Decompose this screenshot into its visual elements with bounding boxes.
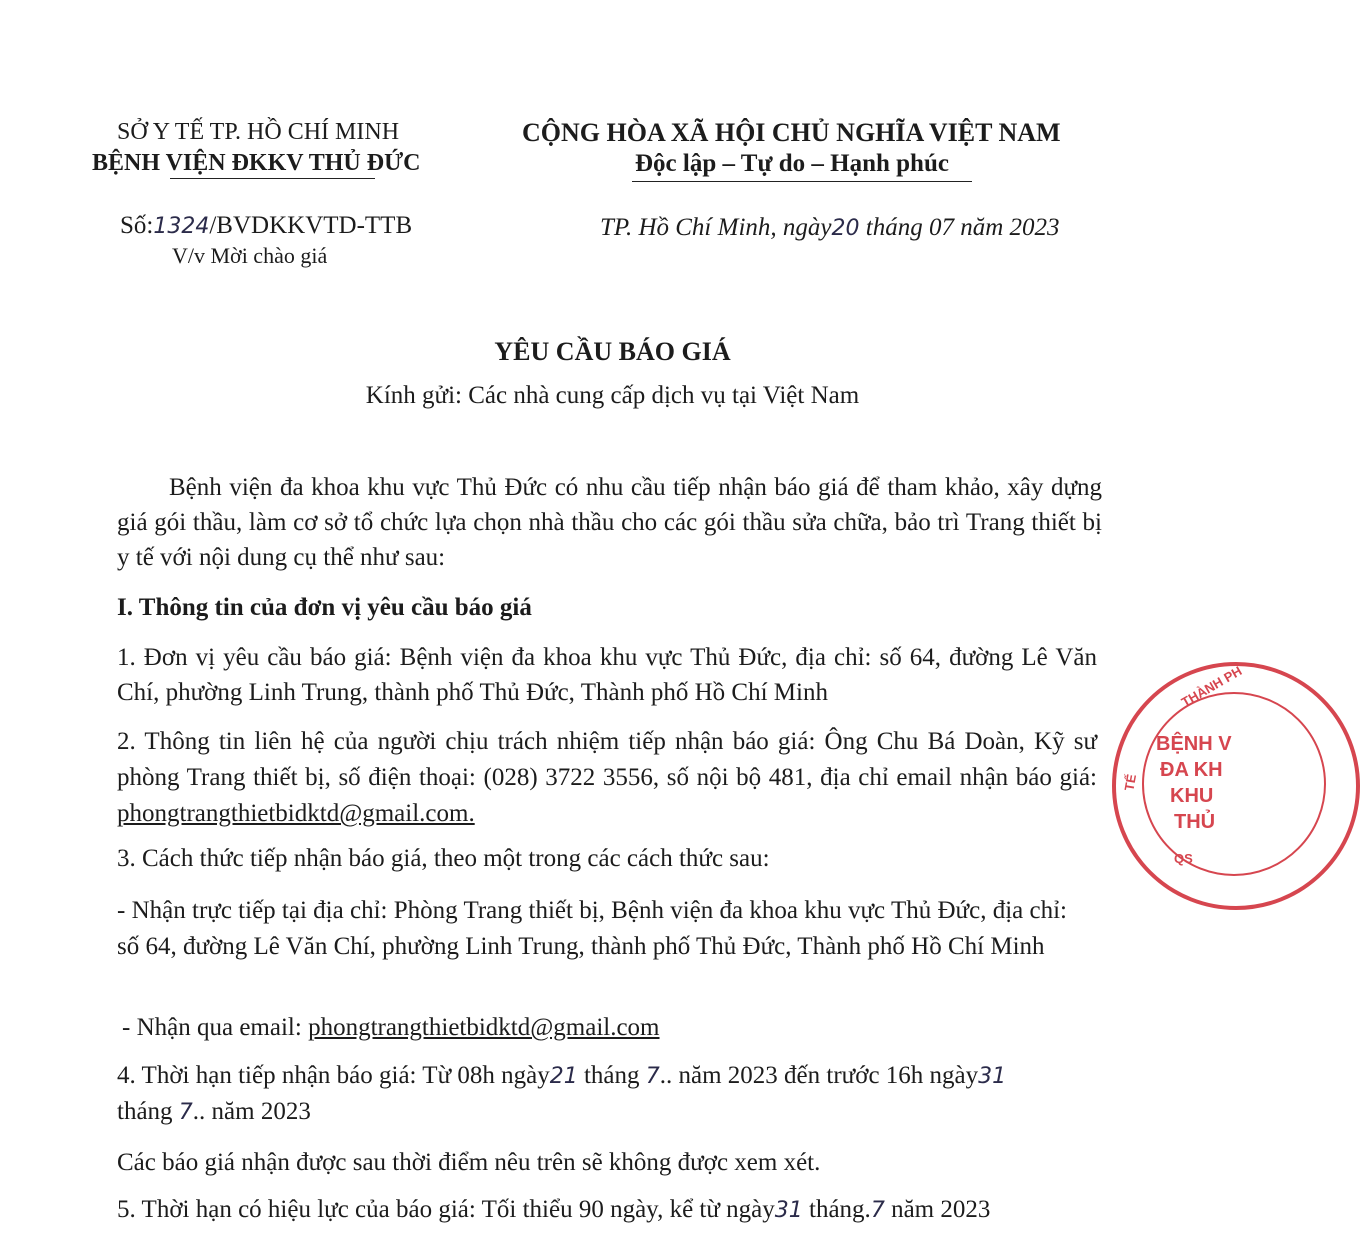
- issuing-authority: SỞ Y TẾ TP. HỒ CHÍ MINH: [117, 119, 400, 145]
- seal-line-4: THỦ: [1174, 811, 1216, 833]
- item-4-line-1: [117, 1060, 1006, 1093]
- item-4-start-month-handwritten: 7: [645, 1064, 660, 1089]
- item-2: [117, 724, 1097, 832]
- late-submission-note: Các báo giá nhận được sau thời điểm nêu trên sẽ không được xem xét.: [117, 1149, 821, 1176]
- seal-line-2: ĐA KH: [1160, 759, 1223, 781]
- date-suffix: tháng 07 năm 2023: [859, 214, 1060, 241]
- item-1: 1. Đơn vị yêu cầu báo giá: Bệnh viện đa khoa khu vực Thủ Đức, địa chỉ: số 64, đường Lê Văn Chí, phường Linh Trung, thành phố Thủ Đức, Thành phố Hồ Chí Minh: [117, 644, 1097, 706]
- issuing-hospital: BỆNH VIỆN ĐKKV THỦ ĐỨC: [92, 150, 421, 176]
- seal-line-1: BỆNH V: [1156, 733, 1232, 755]
- item-4-part-4: tháng: [117, 1098, 179, 1125]
- section-1-heading: I. Thông tin của đơn vị yêu cầu báo giá: [117, 594, 532, 621]
- seal-arc-left-text: TẾ: [1121, 773, 1140, 792]
- item-5-month-handwritten: 7: [870, 1198, 885, 1223]
- item-4-line-2: [117, 1096, 311, 1129]
- seal-line-3: KHU: [1170, 785, 1214, 807]
- hospital-underline: [170, 178, 375, 179]
- motto-underline: [632, 181, 972, 182]
- item-5-part-1: 5. Thời hạn có hiệu lực của báo giá: Tối thiểu 90 ngày, kể từ ngày: [117, 1196, 775, 1223]
- item-2-text: 2. Thông tin liên hệ của người chịu trách nhiệm tiếp nhận báo giá: Ông Chu Bá Doàn, Kỹ sư phòng Trang thiết bị, số điện thoại: (028) 3722 3556, số nội bộ 481, địa chỉ email nhận báo giá:: [117, 728, 1097, 791]
- item-2-email-link[interactable]: phongtrangthietbidktd@gmail.com.: [117, 800, 475, 827]
- item-5: [117, 1194, 990, 1227]
- document-number-suffix: /BVDKKVTD-TTB: [209, 212, 413, 239]
- item-4-end-month-handwritten: 7: [178, 1100, 193, 1125]
- national-title: CỘNG HÒA XÃ HỘI CHỦ NGHĨA VIỆT NAM: [522, 118, 1061, 147]
- intro-paragraph: Bệnh viện đa khoa khu vực Thủ Đức có nhu cầu tiếp nhận báo giá để tham khảo, xây dựng giá gói thầu, làm cơ sở tổ chức lựa chọn nhà thầu cho các gói thầu sửa chữa, bảo trì Trang thiết bị y tế với nội dung cụ thể như sau:: [117, 474, 1102, 571]
- item-4-end-day-handwritten: 31: [978, 1064, 1007, 1089]
- item-3a: - Nhận trực tiếp tại địa chỉ: Phòng Trang thiết bị, Bệnh viện đa khoa khu vực Thủ Đức, địa chỉ: số 64, đường Lê Văn Chí, phường Linh Trung, thành phố Thủ Đức, Thành phố Hồ Chí Minh: [117, 897, 1067, 960]
- item-5-part-2: tháng.: [802, 1196, 871, 1223]
- item-4-part-2: tháng: [577, 1062, 646, 1089]
- document-number-handwritten: 1324: [153, 214, 210, 239]
- document-number-prefix: Số:: [120, 212, 154, 239]
- document-date: [600, 212, 1060, 245]
- seal-arc-bottom-text: QS: [1174, 851, 1193, 866]
- item-4-part-5: .. năm 2023: [192, 1098, 311, 1125]
- item-3b-email-link[interactable]: phongtrangthietbidktd@gmail.com: [308, 1014, 660, 1041]
- document-number: [120, 210, 412, 243]
- official-seal-stamp: [1112, 662, 1360, 910]
- item-5-part-3: năm 2023: [884, 1196, 991, 1223]
- national-motto: Độc lập – Tự do – Hạnh phúc: [635, 150, 949, 177]
- date-prefix: TP. Hồ Chí Minh, ngày: [600, 214, 832, 241]
- recipient-line: Kính gửi: Các nhà cung cấp dịch vụ tại Việt Nam: [365, 382, 860, 409]
- date-day-handwritten: 20: [831, 216, 860, 241]
- item-4-start-day-handwritten: 21: [549, 1064, 578, 1089]
- document-subject: V/v Mời chào giá: [172, 243, 328, 268]
- seal-arc-top-text: THÀNH PH: [1178, 663, 1245, 710]
- item-5-day-handwritten: 31: [774, 1198, 803, 1223]
- document-title: YÊU CẦU BÁO GIÁ: [494, 337, 731, 366]
- item-3b-prefix: - Nhận qua email:: [122, 1014, 309, 1041]
- item-3: 3. Cách thức tiếp nhận báo giá, theo một trong các cách thức sau:: [117, 845, 770, 872]
- seal-inner-ring: [1142, 692, 1326, 876]
- item-3b: [122, 1012, 660, 1045]
- item-4-part-1: 4. Thời hạn tiếp nhận báo giá: Từ 08h ngày: [117, 1062, 550, 1089]
- item-4-part-3: .. năm 2023 đến trước 16h ngày: [659, 1062, 979, 1089]
